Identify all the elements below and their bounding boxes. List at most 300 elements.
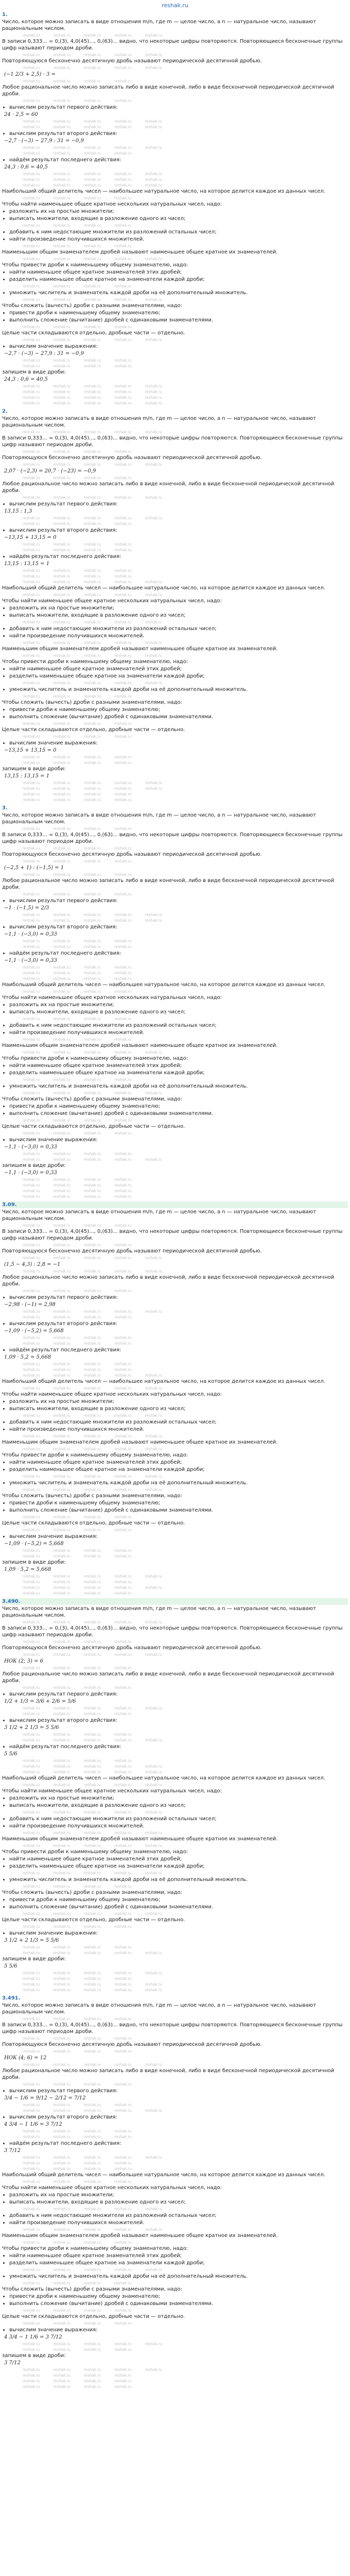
watermark: reshak.ru <box>83 1515 101 1519</box>
exercise-number[interactable]: 2. <box>2 409 8 414</box>
watermark: reshak.ru <box>114 542 132 547</box>
watermark: reshak.ru <box>23 721 40 726</box>
watermark: reshak.ru <box>53 521 71 526</box>
watermark: reshak.ru <box>83 1016 101 1021</box>
watermark: reshak.ru <box>114 1758 132 1763</box>
watermark-row <box>2 797 348 803</box>
watermark: reshak.ru <box>114 1151 132 1156</box>
watermark: reshak.ru <box>23 1554 40 1558</box>
watermark: reshak.ru <box>83 1413 101 1418</box>
watermark-row <box>2 1665 348 1671</box>
watermark: reshak.ru <box>23 548 40 552</box>
watermark: reshak.ru <box>114 284 132 289</box>
watermark: reshak.ru <box>53 1884 71 1889</box>
watermark: reshak.ru <box>53 1971 71 1975</box>
list-item: • найти наименьшее общее кратное знаменателей этих дробей; <box>9 2252 348 2259</box>
watermark-row <box>2 1372 348 1378</box>
watermark: reshak.ru <box>145 1738 162 1742</box>
watermark: reshak.ru <box>114 2342 132 2346</box>
watermark: reshak.ru <box>114 1050 132 1055</box>
watermark: reshak.ru <box>53 681 71 685</box>
list-item: • добавить к ним недостающие множители из разложений остальных чисел; <box>9 1816 348 1822</box>
watermark-row <box>2 2128 348 2134</box>
watermark: reshak.ru <box>83 2049 101 2054</box>
watermark: reshak.ru <box>114 2166 132 2171</box>
watermark: reshak.ru <box>83 620 101 624</box>
watermark-row <box>2 1341 348 1346</box>
exercise-number[interactable]: 3.490. <box>2 1598 348 1605</box>
paragraph: Чтобы привести дроби к наименьшему общему знаменателю, надо: <box>2 262 188 268</box>
bullet-list <box>9 1347 348 1353</box>
watermark: reshak.ru <box>53 653 71 658</box>
watermark: reshak.ru <box>53 1732 71 1737</box>
watermark-row <box>2 1487 348 1493</box>
watermark: reshak.ru <box>83 1945 101 1950</box>
watermark-row <box>2 1188 348 1194</box>
list-item: • найти произведение получившихся множителей. <box>9 2219 348 2226</box>
watermark-row <box>2 145 348 150</box>
watermark: reshak.ru <box>114 1243 132 1247</box>
watermark: reshak.ru <box>83 1362 101 1366</box>
watermark: reshak.ru <box>83 542 101 547</box>
watermark: reshak.ru <box>114 1309 132 1314</box>
watermark: reshak.ru <box>23 395 40 400</box>
watermark: reshak.ru <box>53 1783 71 1787</box>
list-item: • найти произведение получившихся множителей. <box>9 1029 348 1036</box>
watermark: reshak.ru <box>83 53 101 57</box>
paragraph: Наименьшим общим знаменателем дробей называют наименьшее общее кратное их знаменателей. <box>2 249 278 255</box>
watermark: reshak.ru <box>23 620 40 624</box>
watermark: reshak.ru <box>114 760 132 765</box>
paragraph: Повторяющуюся бесконечно десятичную дробь называют периодической десятичной дробью. <box>2 2042 262 2047</box>
bullet-list <box>9 157 348 163</box>
list-item: • выполнить сложение (вычитание) дробей с одинаковыми знаменателями. <box>9 1904 348 1910</box>
watermark: reshak.ru <box>114 592 132 597</box>
paragraph: запишем в виде дроби: <box>2 1956 66 1962</box>
watermark: reshak.ru <box>145 681 162 685</box>
watermark: reshak.ru <box>114 389 132 394</box>
watermark: reshak.ru <box>114 297 132 302</box>
watermark-row <box>2 2341 348 2347</box>
math-line: 4 3/4 − 1 1/6 = 3 7/12 <box>4 2122 62 2127</box>
watermark: reshak.ru <box>53 971 71 975</box>
watermark: reshak.ru <box>83 2379 101 2383</box>
watermark: reshak.ru <box>53 1770 71 1774</box>
watermark: reshak.ru <box>23 859 40 863</box>
watermark-row <box>2 283 348 289</box>
watermark-row <box>2 1870 348 1876</box>
watermark: reshak.ru <box>53 2134 71 2139</box>
watermark: reshak.ru <box>83 1976 101 1981</box>
watermark: reshak.ru <box>53 872 71 877</box>
watermark: reshak.ru <box>145 1652 162 1657</box>
watermark: reshak.ru <box>53 1474 71 1479</box>
watermark: reshak.ru <box>23 125 40 129</box>
watermark-row <box>2 640 348 646</box>
watermark-row <box>2 1976 348 1981</box>
watermark: reshak.ru <box>23 2281 40 2285</box>
watermark: reshak.ru <box>23 284 40 289</box>
watermark: reshak.ru <box>145 1810 162 1815</box>
watermark: reshak.ru <box>23 1548 40 1553</box>
watermark: reshak.ru <box>83 640 101 645</box>
list-item: • умножить числитель и знаменатель каждой дроби на её дополнительный множитель. <box>9 1083 348 1090</box>
watermark: reshak.ru <box>23 1911 40 1916</box>
watermark: reshak.ru <box>23 1487 40 1492</box>
watermark: reshak.ru <box>53 1574 71 1579</box>
watermark: reshak.ru <box>114 1223 132 1228</box>
paragraph: Повторяющуюся бесконечно десятичную дробь называют периодической десятичной дробью. <box>2 852 262 857</box>
watermark: reshak.ru <box>83 1554 101 1558</box>
bullet-list <box>9 269 348 283</box>
watermark: reshak.ru <box>53 1924 71 1929</box>
watermark: reshak.ru <box>23 2379 40 2383</box>
paragraph: Чтобы найти наименьшее общее кратное нескольких натуральных чисел, надо: <box>2 201 222 207</box>
bullet-list <box>9 1398 348 1412</box>
watermark-row <box>2 395 348 400</box>
watermark: reshak.ru <box>114 1764 132 1769</box>
math-line: 3 1/2 + 2 1/3 = 5 5/6 <box>4 1938 59 1943</box>
watermark-row <box>2 78 348 84</box>
watermark: reshak.ru <box>53 2281 71 2285</box>
watermark: reshak.ru <box>83 384 101 388</box>
watermark: reshak.ru <box>114 1620 132 1624</box>
watermark: reshak.ru <box>114 98 132 103</box>
watermark: reshak.ru <box>114 65 132 70</box>
watermark: reshak.ru <box>83 2036 101 2041</box>
watermark: reshak.ru <box>114 1831 132 1835</box>
watermark: reshak.ru <box>53 542 71 547</box>
bullet-list <box>9 1083 348 1090</box>
watermark: reshak.ru <box>114 1666 132 1670</box>
watermark: reshak.ru <box>114 1548 132 1553</box>
watermark: reshak.ru <box>145 2155 162 2160</box>
watermark: reshak.ru <box>53 1189 71 1193</box>
watermark: reshak.ru <box>53 1554 71 1558</box>
watermark: reshak.ru <box>83 912 101 917</box>
watermark: reshak.ru <box>53 2036 71 2041</box>
math-line: 24,3 : 0,6 = 40,5 <box>4 377 48 382</box>
watermark: reshak.ru <box>53 1413 71 1418</box>
site-link[interactable]: reshak.ru <box>162 2 188 9</box>
watermark: reshak.ru <box>23 1951 40 1955</box>
watermark: reshak.ru <box>23 1666 40 1670</box>
watermark: reshak.ru <box>23 1335 40 1340</box>
watermark: reshak.ru <box>114 125 132 129</box>
watermark: reshak.ru <box>83 223 101 228</box>
watermark: reshak.ru <box>83 196 101 200</box>
watermark: reshak.ru <box>53 223 71 228</box>
paragraph: Чтобы сложить (вычесть) дроби с разными знаменателями, надо: <box>2 700 183 705</box>
watermark-row <box>2 2016 348 2022</box>
watermark: reshak.ru <box>53 1764 71 1769</box>
watermark-row <box>2 1117 348 1123</box>
watermark: reshak.ru <box>23 734 40 739</box>
watermark: reshak.ru <box>53 1447 71 1451</box>
paragraph: Чтобы найти наименьшее общее кратное нескольких натуральных чисел, надо: <box>2 1788 222 1794</box>
bullet-list <box>9 1816 348 1829</box>
watermark: reshak.ru <box>114 476 132 480</box>
watermark: reshak.ru <box>114 151 132 156</box>
watermark: reshak.ru <box>23 119 40 124</box>
paragraph: Чтобы сложить (вычесть) дроби с разными знаменателями, надо: <box>2 1890 183 1895</box>
list-item: • найти наименьшее общее кратное знаменателей этих дробей; <box>9 666 348 672</box>
watermark: reshak.ru <box>83 2308 101 2313</box>
paragraph: запишем в виде дроби: <box>2 766 66 772</box>
watermark: reshak.ru <box>83 760 101 765</box>
watermark: reshak.ru <box>145 1487 162 1492</box>
watermark: reshak.ru <box>23 1591 40 1596</box>
watermark: reshak.ru <box>114 1945 132 1950</box>
watermark: reshak.ru <box>23 1315 40 1319</box>
watermark: reshak.ru <box>83 1639 101 1644</box>
watermark: reshak.ru <box>53 798 71 802</box>
watermark: reshak.ru <box>53 859 71 863</box>
watermark: reshak.ru <box>83 2281 101 2285</box>
watermark: reshak.ru <box>83 462 101 467</box>
watermark: reshak.ru <box>53 358 71 363</box>
watermark-row <box>2 429 348 435</box>
watermark-row <box>2 734 348 739</box>
watermark: reshak.ru <box>83 1131 101 1136</box>
watermark-row <box>2 363 348 369</box>
watermark: reshak.ru <box>53 337 71 342</box>
watermark: reshak.ru <box>83 1951 101 1955</box>
watermark: reshak.ru <box>83 1810 101 1815</box>
watermark-row <box>2 462 348 467</box>
watermark: reshak.ru <box>114 798 132 802</box>
watermark: reshak.ru <box>114 1315 132 1319</box>
watermark: reshak.ru <box>23 223 40 228</box>
paragraph: Чтобы сложить (вычесть) дроби с разными знаменателями, надо: <box>2 2286 183 2292</box>
watermark: reshak.ru <box>114 989 132 994</box>
watermark: reshak.ru <box>23 2308 40 2313</box>
watermark: reshak.ru <box>114 1685 132 1690</box>
watermark-row <box>2 171 348 177</box>
watermark: reshak.ru <box>53 1434 71 1438</box>
list-item: • вычислим результат второго действия: <box>9 130 348 137</box>
watermark: reshak.ru <box>114 1580 132 1584</box>
watermark: reshak.ru <box>114 792 132 796</box>
watermark-row <box>2 2062 348 2067</box>
watermark: reshak.ru <box>53 1177 71 1182</box>
watermark: reshak.ru <box>23 976 40 981</box>
watermark: reshak.ru <box>83 1386 101 1391</box>
watermark: reshak.ru <box>83 2082 101 2087</box>
watermark: reshak.ru <box>53 1976 71 1981</box>
watermark: reshak.ru <box>23 939 40 943</box>
watermark: reshak.ru <box>53 364 71 368</box>
watermark: reshak.ru <box>53 2082 71 2087</box>
watermark: reshak.ru <box>53 2321 71 2326</box>
list-item: • выписать множители, входящие в разложение одного из чисел; <box>9 612 348 619</box>
watermark: reshak.ru <box>53 1118 71 1123</box>
list-item: • добавить к ним недостающие множители из разложений остальных чисел; <box>9 625 348 632</box>
watermark: reshak.ru <box>53 1591 71 1596</box>
watermark: reshak.ru <box>23 2129 40 2133</box>
paragraph: Чтобы привести дроби к наименьшему общему знаменателю, надо: <box>2 1452 188 1458</box>
math-line: −2,7 · (−3) − 27,9 : 31 = −0,9 <box>4 138 84 144</box>
watermark-row <box>2 1782 348 1788</box>
exercise-number[interactable]: 3.491. <box>2 1995 21 2001</box>
watermark-row <box>2 1268 348 1274</box>
paragraph: Число, которое можно записать в виде отношения m/n, где m — целое число, а n — натуральное число, называют рациональным числом. <box>2 1209 317 1222</box>
list-item: • умножить числитель и знаменатель каждой дроби на её дополнительный множитель. <box>9 2273 348 2280</box>
watermark: reshak.ru <box>83 430 101 434</box>
watermark: reshak.ru <box>145 1050 162 1055</box>
watermark: reshak.ru <box>114 2240 132 2245</box>
watermark: reshak.ru <box>23 1945 40 1950</box>
watermark: reshak.ru <box>83 2347 101 2352</box>
bullet-list <box>9 2114 348 2121</box>
watermark: reshak.ru <box>23 2347 40 2352</box>
watermark: reshak.ru <box>53 151 71 156</box>
watermark: reshak.ru <box>114 574 132 579</box>
math-line: 3 1/2 + 2 1/3 = 5 5/6 <box>4 1725 59 1731</box>
paragraph: Чтобы привести дроби к наименьшему общему знаменателю, надо: <box>2 659 188 665</box>
bullet-list <box>9 1691 348 1698</box>
watermark: reshak.ru <box>145 1256 162 1260</box>
watermark: reshak.ru <box>83 244 101 248</box>
watermark: reshak.ru <box>83 284 101 289</box>
watermark: reshak.ru <box>114 1884 132 1889</box>
watermark: reshak.ru <box>83 33 101 38</box>
watermark: reshak.ru <box>114 846 132 851</box>
watermark: reshak.ru <box>145 592 162 597</box>
paragraph: Целые части складываются отдельно, дробные части — отдельно. <box>2 1520 185 1526</box>
math-line: (−2,5 + 1) : (−1,5) = 1 <box>4 865 64 871</box>
paragraph: Наибольший общий делитель чисел — наибольшее натуральное число, на которое делится каждое из данных чисел. <box>2 585 325 591</box>
watermark: reshak.ru <box>114 244 132 248</box>
watermark: reshak.ru <box>23 568 40 573</box>
exercise-number[interactable]: 3. <box>2 805 8 811</box>
bullet-list <box>9 950 348 957</box>
watermark: reshak.ru <box>23 1243 40 1247</box>
watermark: reshak.ru <box>23 244 40 248</box>
watermark: reshak.ru <box>23 1924 40 1929</box>
watermark-row <box>2 912 348 918</box>
watermark: reshak.ru <box>53 1585 71 1590</box>
watermark: reshak.ru <box>114 786 132 791</box>
watermark: reshak.ru <box>53 965 71 970</box>
watermark-row <box>2 2036 348 2041</box>
watermark: reshak.ru <box>145 1911 162 1916</box>
watermark-row <box>2 1514 348 1520</box>
watermark: reshak.ru <box>114 721 132 726</box>
watermark: reshak.ru <box>23 183 40 188</box>
math-line: НОК (2; 3) = 6 <box>4 1658 44 1664</box>
watermark-row <box>2 1130 348 1136</box>
bullet-list <box>9 2252 348 2266</box>
watermark: reshak.ru <box>53 1315 71 1319</box>
watermark: reshak.ru <box>83 1050 101 1055</box>
paragraph: В записи 0,333... = 0,(3), 4,0(45)..., 0,(63)... видно, что некоторые цифры повторяются. Повторяющиеся бесконечные группы цифр называют периодом дроби. <box>2 832 343 844</box>
watermark: reshak.ru <box>83 548 101 552</box>
watermark: reshak.ru <box>114 183 132 188</box>
watermark: reshak.ru <box>23 653 40 658</box>
list-item: • найти наименьшее общее кратное знаменателей этих дробей; <box>9 1062 348 1069</box>
watermark: reshak.ru <box>53 1620 71 1624</box>
watermark: reshak.ru <box>23 1362 40 1366</box>
watermark-row <box>2 1194 348 1199</box>
watermark: reshak.ru <box>23 1037 40 1042</box>
list-item: • вычислим значение выражения: <box>9 1930 348 1937</box>
watermark: reshak.ru <box>23 1580 40 1584</box>
watermark: reshak.ru <box>114 2379 132 2383</box>
watermark-row <box>2 223 348 228</box>
watermark: reshak.ru <box>23 1269 40 1274</box>
math-line: −1,09 · (−5,2) = 5,668 <box>4 1541 64 1547</box>
watermark-row <box>2 2280 348 2286</box>
watermark: reshak.ru <box>53 2379 71 2383</box>
watermark-row <box>2 1732 348 1737</box>
watermark-row <box>2 2227 348 2232</box>
watermark: reshak.ru <box>53 2267 71 2272</box>
watermark: reshak.ru <box>114 2062 132 2067</box>
watermark: reshak.ru <box>23 2207 40 2211</box>
exercise-number[interactable]: 1. <box>2 12 8 18</box>
bullet-list <box>9 130 348 137</box>
watermark: reshak.ru <box>145 2062 162 2067</box>
watermark: reshak.ru <box>114 223 132 228</box>
watermark-row <box>2 1151 348 1157</box>
list-item: • разделить наименьшее общее кратное на знаменатели каждой дроби; <box>9 1070 348 1076</box>
watermark-row <box>2 2378 348 2384</box>
watermark: reshak.ru <box>23 358 40 363</box>
paragraph: запишем в виде дроби: <box>2 2353 66 2359</box>
exercise-number[interactable]: 3.09. <box>2 1201 348 1208</box>
watermark: reshak.ru <box>83 1548 101 1553</box>
watermark-row <box>2 1809 348 1815</box>
watermark: reshak.ru <box>83 297 101 302</box>
list-item: • умножить числитель и знаменатель каждой дроби на её дополнительный множитель. <box>9 1876 348 1883</box>
watermark: reshak.ru <box>83 476 101 480</box>
watermark: reshak.ru <box>83 653 101 658</box>
watermark: reshak.ru <box>83 395 101 400</box>
paragraph: Любое рациональное число можно записать либо в виде конечной, либо в виде бесконечной периодической десятичной дроби. <box>2 2068 335 2080</box>
watermark: reshak.ru <box>53 2016 71 2021</box>
paragraph: запишем в виде дроби: <box>2 369 66 375</box>
watermark: reshak.ru <box>23 1386 40 1391</box>
watermark: reshak.ru <box>145 1157 162 1162</box>
watermark: reshak.ru <box>114 1474 132 1479</box>
watermark-row <box>2 2134 348 2140</box>
watermark-row <box>2 2048 348 2054</box>
watermark: reshak.ru <box>23 846 40 851</box>
paragraph: запишем в виде дроби: <box>2 1163 66 1168</box>
watermark: reshak.ru <box>23 792 40 796</box>
watermark: reshak.ru <box>83 580 101 584</box>
watermark: reshak.ru <box>114 1269 132 1274</box>
watermark-row <box>2 786 348 791</box>
watermark-row <box>2 1090 348 1096</box>
watermark: reshak.ru <box>53 1309 71 1314</box>
paragraph: Наибольший общий делитель чисел — наибольшее натуральное число, на которое делится каждое из данных чисел. <box>2 1775 325 1781</box>
watermark: reshak.ru <box>83 781 101 785</box>
watermark: reshak.ru <box>145 1982 162 1987</box>
watermark: reshak.ru <box>83 2161 101 2165</box>
watermark-row <box>2 976 348 981</box>
watermark: reshak.ru <box>145 2227 162 2232</box>
watermark: reshak.ru <box>114 965 132 970</box>
watermark: reshak.ru <box>23 592 40 597</box>
watermark: reshak.ru <box>83 125 101 129</box>
paragraph: Чтобы сложить (вычесть) дроби с разными знаменателями, надо: <box>2 1493 183 1499</box>
watermark: reshak.ru <box>145 1764 162 1769</box>
watermark: reshak.ru <box>53 53 71 57</box>
watermark: reshak.ru <box>83 516 101 520</box>
watermark-row <box>2 297 348 302</box>
